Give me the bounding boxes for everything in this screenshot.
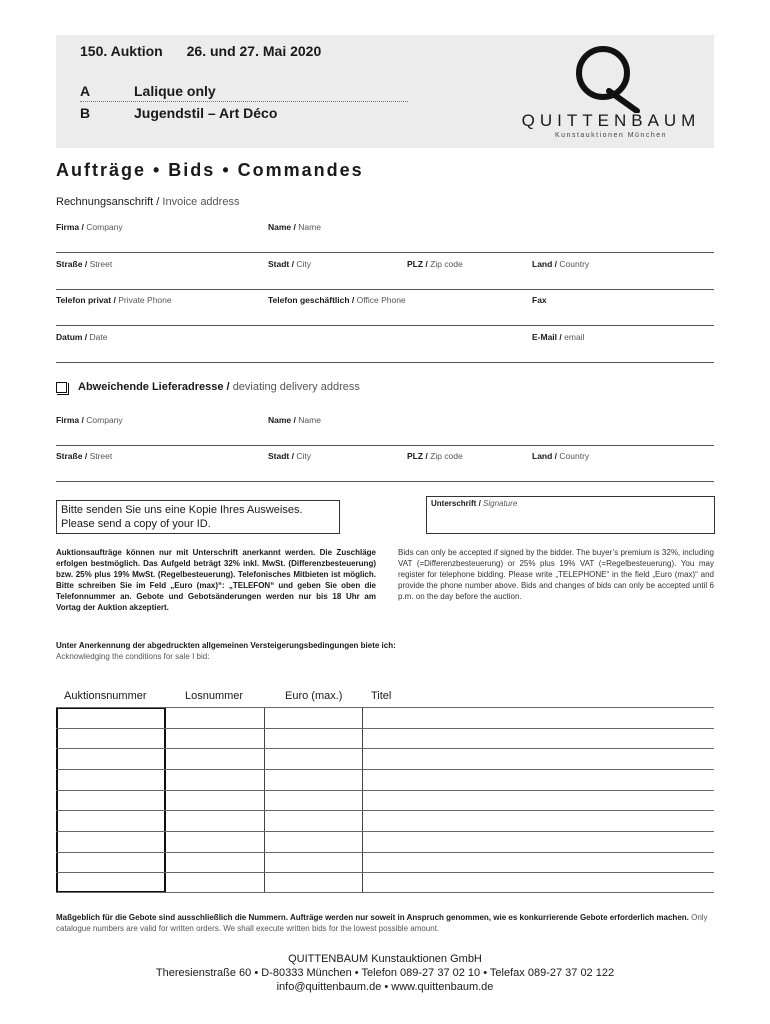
auction-dates: 26. und 27. Mai 2020 — [186, 43, 322, 59]
delivery-section-label: Abweichende Lieferadresse / deviating delivery address — [78, 381, 360, 393]
table-row-line — [56, 790, 714, 791]
email-field[interactable]: E-Mail / email — [532, 332, 585, 342]
table-row-line — [56, 831, 714, 832]
table-row-line — [56, 872, 714, 873]
bid-table[interactable] — [56, 707, 714, 893]
footer-address: Theresienstraße 60 • D-80333 München • Telefon 089-27 37 02 10 • Telefax 089-27 37 02 122 — [155, 967, 615, 979]
auction-part-b — [80, 105, 408, 121]
id-copy-notice: Bitte senden Sie uns eine Kopie Ihres Ausweises. Please send a copy of your ID. — [56, 500, 340, 534]
auction-info — [80, 43, 341, 59]
column-lot-number: Losnummer — [185, 690, 244, 702]
invoice-section-label: Rechnungsanschrift / Invoice address — [56, 196, 240, 208]
zip-field[interactable]: PLZ / Zip code — [407, 259, 463, 269]
street-field[interactable]: Straße / Street — [56, 259, 113, 269]
logo-subtitle: Kunstauktionen München — [555, 132, 667, 139]
private-phone-field[interactable]: Telefon privat / Private Phone — [56, 295, 172, 305]
footnote: Maßgeblich für die Gebote sind ausschließlich die Nummern. Aufträge werden nur soweit in Anspruch genommen, wie es konkurrierende Gebote erforderlich machen. Only catalogue numbers are valid for written orders. We shall execute written bids for the lowest possible amount. — [56, 913, 708, 933]
country-field[interactable]: Land / Country — [532, 259, 590, 269]
table-row-line — [56, 748, 714, 749]
signature-field[interactable]: Unterschrift / Signature — [426, 496, 715, 534]
part-title: Lalique only — [134, 83, 216, 99]
table-row-line — [56, 810, 714, 811]
column-divider — [264, 707, 265, 893]
part-title: Jugendstil – Art Déco — [134, 105, 278, 121]
column-divider — [362, 707, 363, 893]
table-row-line — [56, 728, 714, 729]
table-row-line — [56, 707, 714, 708]
conditions-german: Auktionsaufträge können nur mit Unterschrift anerkannt werden. Die Zuschläge erfolgen bestmöglich. Das Aufgeld beträgt 32% inkl. MwSt. (Differenzbesteuerung) bzw. 25% plus 19% MwSt. (Regelbesteuerung). Telefonisches Mitbieten ist möglich. Bitte schreiben Sie im Feld „Euro (max)“: „TELEFON“ und geben Sie oben die Telefonnummer an. Gebote und Gebotsänderungen werden nur bis 18 Uhr am Vortag der Auktion akzeptiert. — [56, 548, 376, 612]
auction-number: 150. Auktion — [80, 43, 163, 59]
auction-header — [56, 35, 714, 148]
field-line — [56, 252, 714, 253]
delivery-name-field[interactable]: Name / Name — [268, 415, 321, 425]
field-line — [56, 325, 714, 326]
conditions-english: Bids can only be accepted if signed by the bidder. The buyer’s premium is 32%, including VAT (=Differenzbesteuerung) or 25% plus 19% VAT (=Regelbesteuerung). You may register for telephone bidding. Please write „TELEPHONE“ in the field „Euro (max)“ and provide the phone number above. Bids and changes of bids can only be accepted until 6 p.m. on the day before the auction. — [398, 548, 714, 601]
name-field[interactable]: Name / Name — [268, 222, 321, 232]
city-field[interactable]: Stadt / City — [268, 259, 311, 269]
part-letter: B — [80, 105, 91, 121]
table-row-line — [56, 852, 714, 853]
column-euro-max: Euro (max.) — [285, 690, 343, 702]
field-line — [56, 362, 714, 363]
company-field[interactable]: Firma / Company — [56, 222, 123, 232]
footer-contact[interactable]: info@quittenbaum.de • www.quittenbaum.de — [276, 981, 494, 993]
field-line — [56, 289, 714, 290]
quittenbaum-logo-icon — [571, 43, 641, 113]
delivery-company-field[interactable]: Firma / Company — [56, 415, 123, 425]
acknowledgement: Unter Anerkennung der abgedruckten allgemeinen Versteigerungsbedingungen biete ich: Acknowledging the conditions for sale I bid: — [56, 641, 396, 661]
delivery-country-field[interactable]: Land / Country — [532, 451, 590, 461]
page-title: Aufträge • Bids • Commandes — [56, 160, 364, 180]
delivery-street-field[interactable]: Straße / Street — [56, 451, 113, 461]
field-line — [56, 445, 714, 446]
column-auction-number: Auktionsnummer — [64, 690, 147, 702]
table-row-line — [56, 892, 714, 893]
delivery-address-checkbox[interactable] — [56, 382, 67, 393]
table-row-line — [56, 769, 714, 770]
field-line — [56, 481, 714, 482]
delivery-city-field[interactable]: Stadt / City — [268, 451, 311, 461]
date-field[interactable]: Datum / Date — [56, 332, 108, 342]
logo-wordmark: QUITTENBAUM — [521, 111, 701, 130]
office-phone-field[interactable]: Telefon geschäftlich / Office Phone — [268, 295, 406, 305]
footer-company: QUITTENBAUM Kunstauktionen GmbH — [288, 953, 482, 965]
fax-field[interactable]: Fax — [532, 295, 547, 305]
auction-number-column-frame — [56, 707, 166, 893]
delivery-zip-field[interactable]: PLZ / Zip code — [407, 451, 463, 461]
part-letter: A — [80, 83, 91, 99]
column-title: Titel — [371, 690, 392, 702]
auction-part-a — [80, 83, 408, 102]
